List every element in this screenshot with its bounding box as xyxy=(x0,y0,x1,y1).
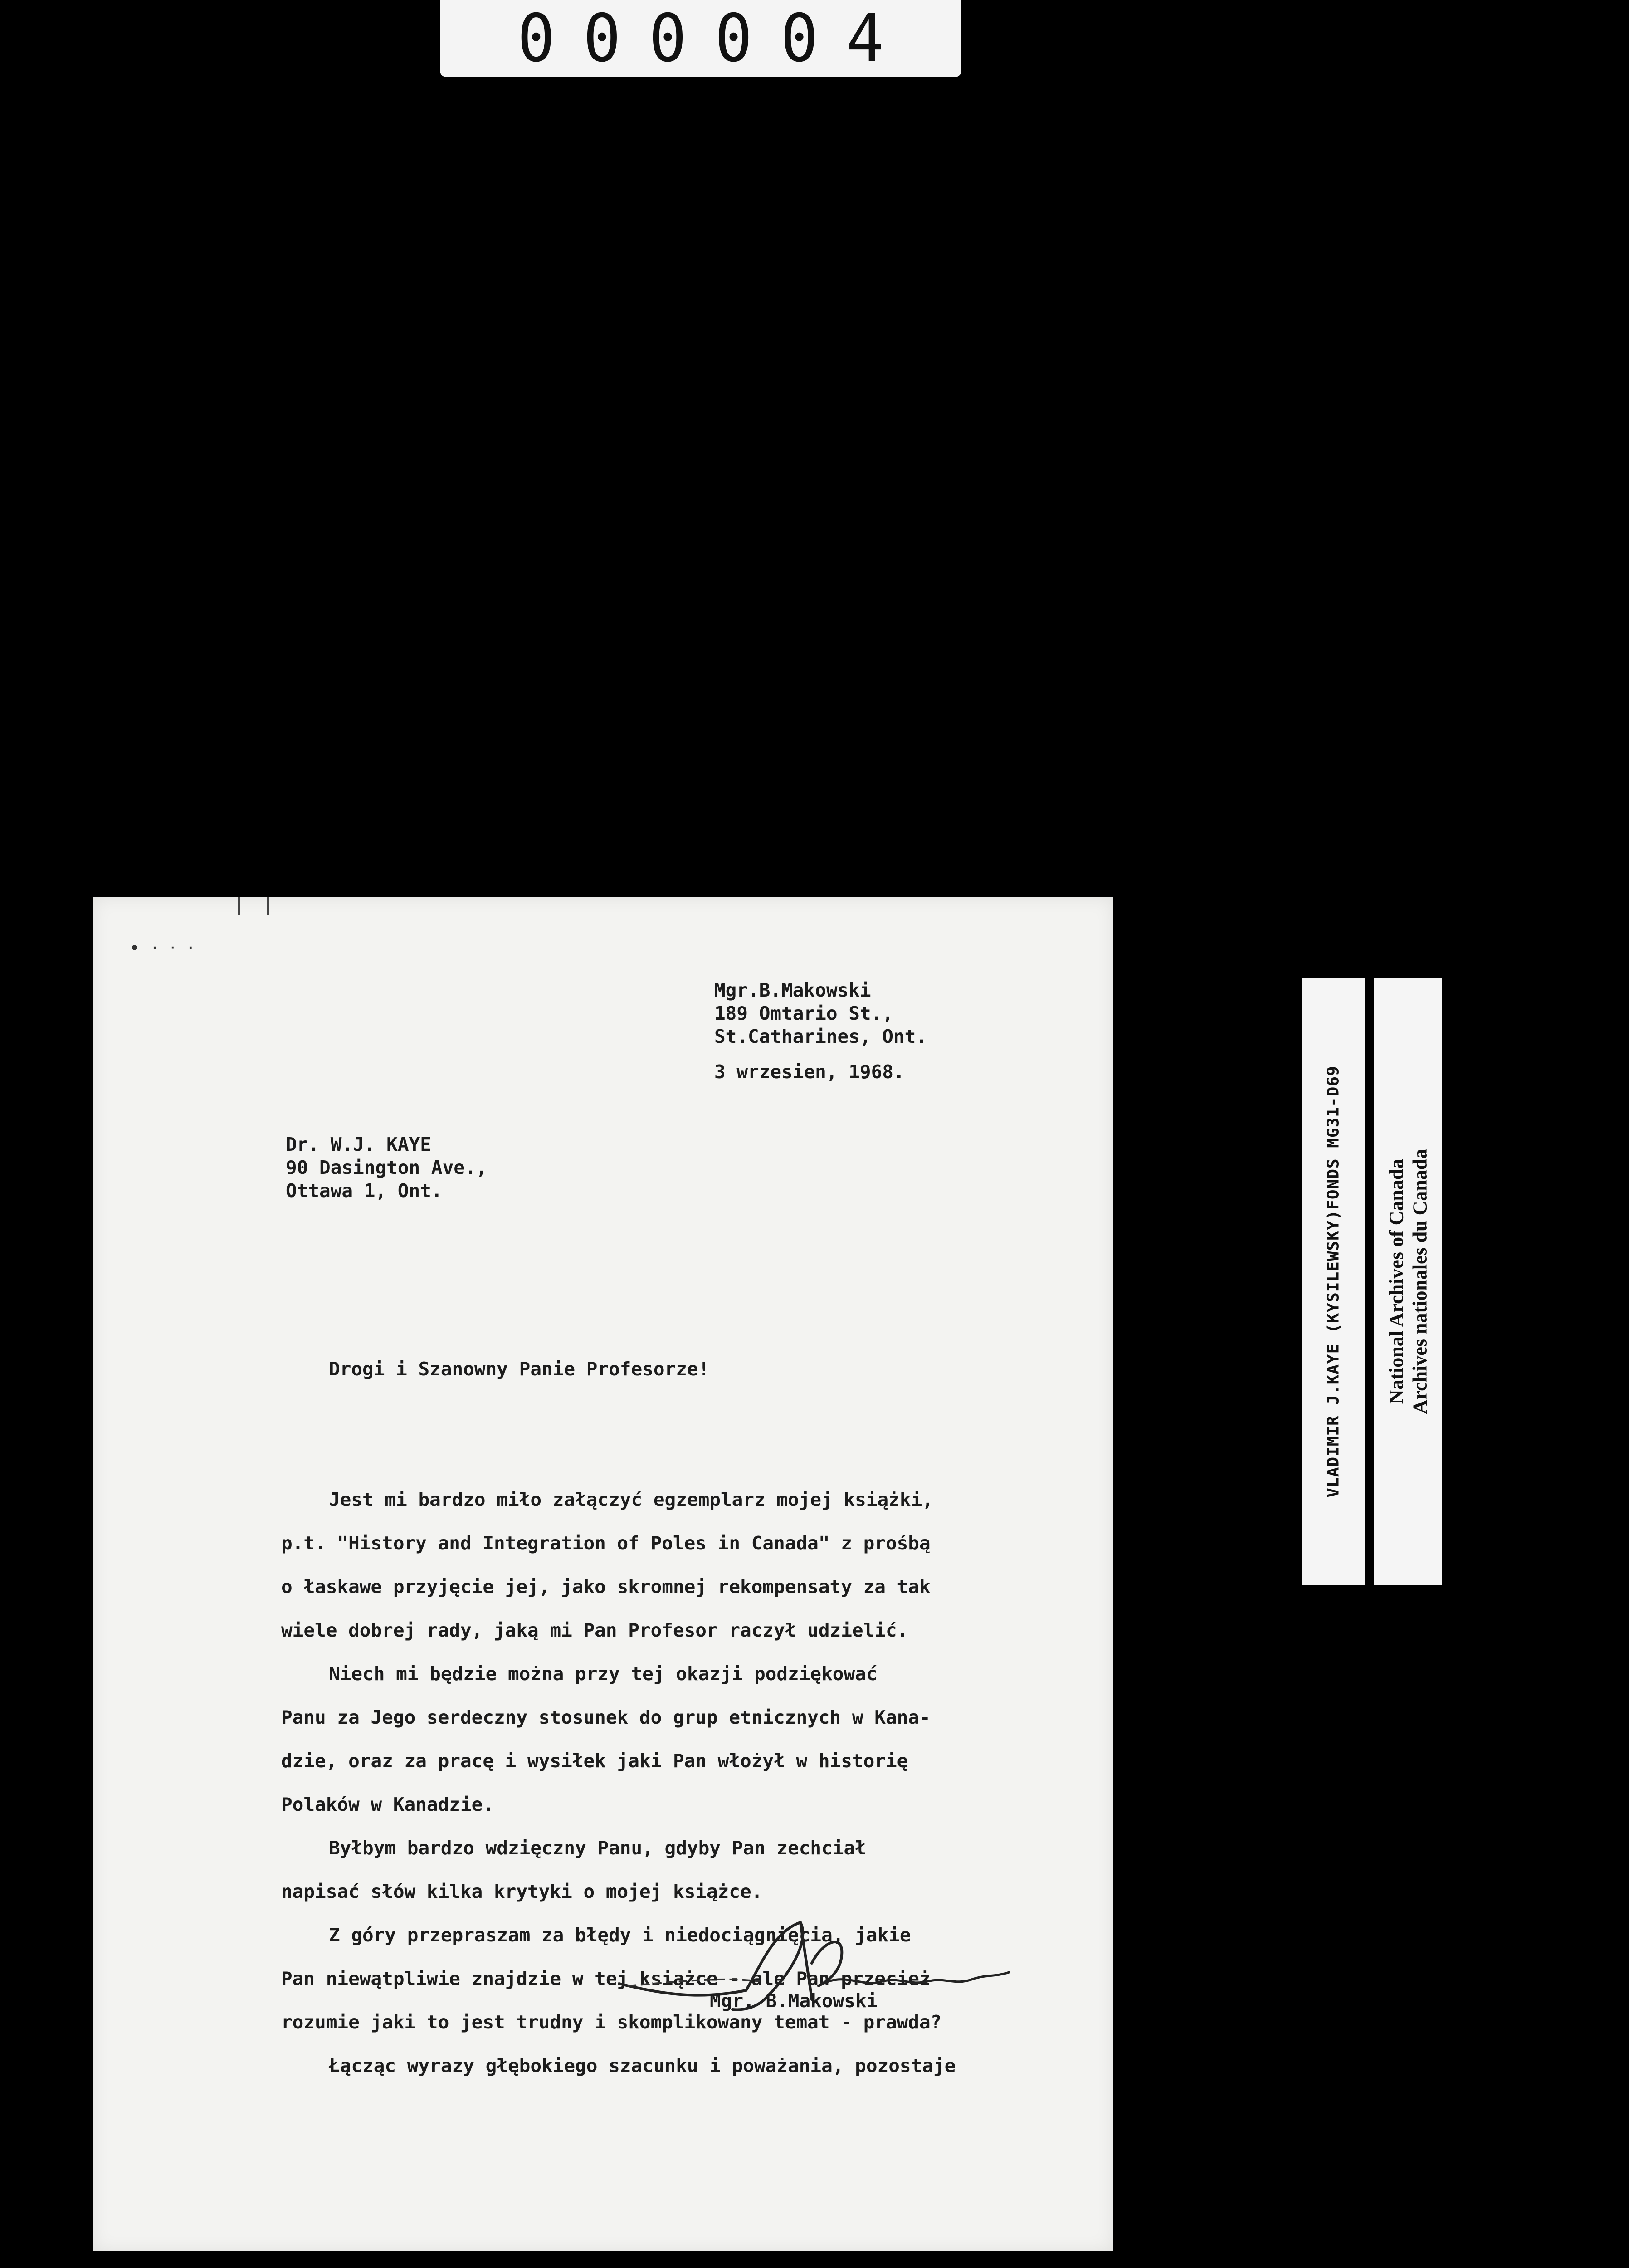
signature-name: Mgr. B.Makowski xyxy=(710,1990,878,2012)
sender-city: St.Catharines, Ont. xyxy=(714,1026,927,1047)
archives-french: Archives nationales du Canada xyxy=(1409,1149,1431,1414)
archives-label xyxy=(1374,978,1442,1585)
archives-text xyxy=(1385,1149,1432,1414)
letter-line: o łaskawe przyjęcie jej, jako skromnej rekompensaty za tak xyxy=(281,1576,931,1598)
letter-line: Z góry przepraszam za błędy i niedociągnięcia, jakie xyxy=(329,1924,911,1946)
sender-street: 189 Omtario St., xyxy=(714,1002,893,1024)
letter-line: Byłbym bardzo wdzięczny Panu, gdyby Pan zechciał xyxy=(329,1837,866,1859)
letter-date: 3 wrzesien, 1968. xyxy=(714,1061,905,1083)
letter-line: wiele dobrej rady, jaką mi Pan Profesor raczył udzielić. xyxy=(281,1619,908,1641)
letter-line: Jest mi bardzo miło załączyć egzemplarz mojej książki, xyxy=(329,1489,933,1510)
letter-body xyxy=(281,1260,956,2175)
corner-dots: •·‧· xyxy=(129,938,206,958)
letter-line: rozumie jaki to jest trudny i skomplikowany temat - prawda? xyxy=(281,2011,942,2033)
letter-line: napisać słów kilka krytyki o mojej książce. xyxy=(281,1881,763,1902)
sender-name: Mgr.B.Makowski xyxy=(714,979,871,1001)
sender-address xyxy=(714,979,927,1048)
letter-sheet xyxy=(93,897,1113,2251)
fonds-text: VLADIMIR J.KAYE (KYSILEWSKY)FONDS MG31-D69 xyxy=(1324,1065,1343,1498)
paper-tab-marks xyxy=(238,897,269,915)
fonds-label xyxy=(1302,978,1365,1585)
recipient-street: 90 Dasington Ave., xyxy=(286,1157,488,1178)
letter-line: dzie, oraz za pracę i wysiłek jaki Pan włożył w historię xyxy=(281,1750,908,1772)
letter-line: Polaków w Kanadzie. xyxy=(281,1794,494,1815)
recipient-name: Dr. W.J. KAYE xyxy=(286,1134,431,1155)
salutation: Drogi i Szanowny Panie Profesorze! xyxy=(329,1358,710,1380)
archives-english: National Archives of Canada xyxy=(1385,1158,1407,1404)
letter-line: Niech mi będzie można przy tej okazji podziękować xyxy=(329,1663,878,1685)
letter-line: Łącząc wyrazy głębokiego szacunku i poważania, pozostaje xyxy=(329,2055,956,2077)
recipient-city: Ottawa 1, Ont. xyxy=(286,1180,443,1202)
frame-counter xyxy=(440,0,961,77)
frame-number: 000004 xyxy=(517,0,912,77)
letter-line: Panu za Jego serdeczny stosunek do grup etnicznych w Kana- xyxy=(281,1706,931,1728)
letter-line: p.t. "History and Integration of Poles in Canada" z prośbą xyxy=(281,1532,931,1554)
recipient-address xyxy=(286,1133,487,1202)
letter-line: Pan niewątpliwie znajdzie w tej książce - ale Pan przecież xyxy=(281,1968,931,1989)
